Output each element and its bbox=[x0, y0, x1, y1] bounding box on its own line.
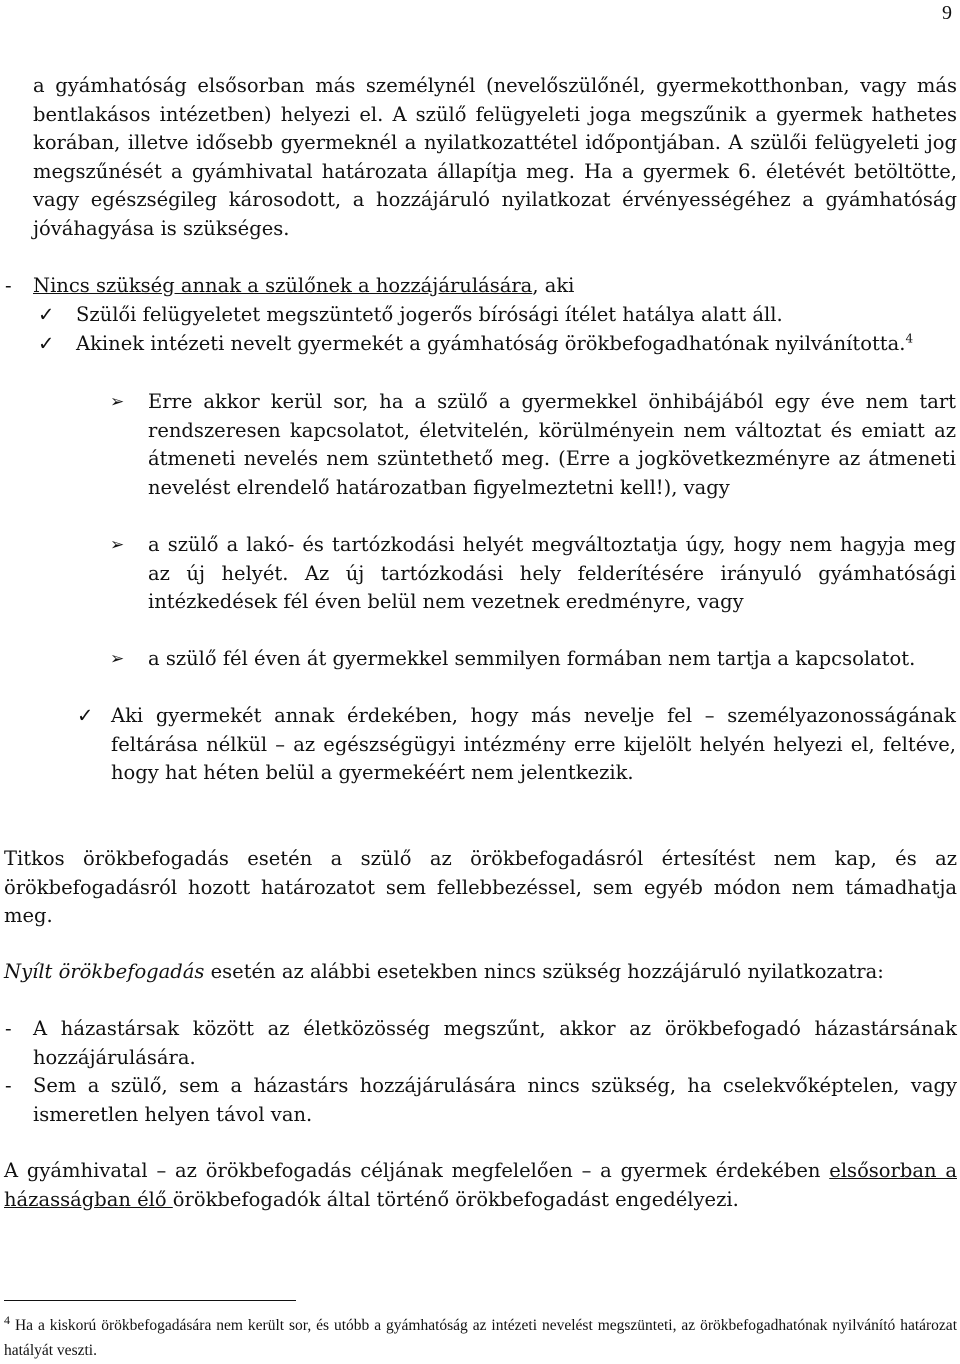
italic-term: Nyílt örökbefogadás bbox=[4, 960, 205, 983]
footnote bbox=[4, 1314, 957, 1363]
dash-item-rest: , aki bbox=[532, 274, 575, 297]
check-item bbox=[38, 330, 956, 359]
arrow-bullet-icon: ➢ bbox=[110, 535, 125, 555]
footnote-number: 4 bbox=[4, 1312, 10, 1327]
footnote-separator bbox=[4, 1300, 296, 1301]
nyilt-list-item bbox=[5, 1015, 957, 1072]
check-item-text: Aki gyermekét annak érdekében, hogy más nevelje fel – személyazonosságának feltárása nélkül – az egészségügyi intézmény erre kijelölt helyén helyezi el, feltéve, hogy hat héten belül a gyermekéért nem jelentkezik. bbox=[111, 704, 956, 785]
intro-paragraph: a gyámhatóság elsősorban más személynél (nevelőszülőnél, gyermekotthonban, vagy más bentlakásos intézetben) helyezi el. A szülő felügyeleti joga megszűnik a gyermek hathetes korában, illetve idősebb gyermeknél a nyilatkozattétel időpontjában. A szülői felügyeleti jog megszűnését a gyámhivatal határozata állapítja meg. Ha a gyermek 6. életévét betöltötte, vagy egészségileg károsodott, a hozzájáruló nyilatkozat érvényességéhez a gyámhatóság jóváhagyása is szükséges. bbox=[33, 74, 957, 240]
page-number: 9 bbox=[942, 2, 952, 24]
checkmark-icon: ✓ bbox=[38, 303, 55, 326]
arrow-item bbox=[110, 388, 956, 502]
checkmark-icon: ✓ bbox=[77, 704, 94, 727]
nyilt-item-text: A házastársak között az életközösség megszűnt, akkor az örökbefogadó házastársának hozzájárulására. bbox=[33, 1017, 957, 1069]
check-item bbox=[38, 301, 956, 330]
arrow-bullet-icon: ➢ bbox=[110, 392, 125, 412]
arrow-bullet-icon: ➢ bbox=[110, 649, 125, 669]
paragraph-nyilt-rest: esetén az alábbi esetekben nincs szükség hozzájáruló nyilatkozatra: bbox=[204, 960, 884, 983]
dash-bullet: - bbox=[5, 1017, 12, 1040]
paragraph-text: A gyámhivatal – az örökbefogadás céljának megfelelően – a gyermek érdekében bbox=[4, 1159, 830, 1182]
nyilt-list-item bbox=[5, 1072, 957, 1129]
nyilt-item-text: Sem a szülő, sem a házastárs hozzájárulására nincs szükség, ha cselekvőképtelen, vagy ismeretlen helyen távol van. bbox=[33, 1074, 957, 1126]
check-item-text: Szülői felügyeletet megszüntető jogerős bírósági ítélet hatálya alatt áll. bbox=[76, 303, 783, 326]
arrow-item bbox=[110, 645, 956, 674]
check-item-last bbox=[77, 702, 956, 788]
paragraph-text: örökbefogadók által történő örökbefogadást engedélyezi. bbox=[172, 1187, 739, 1211]
arrow-item bbox=[110, 531, 956, 617]
paragraph-nyilt bbox=[4, 958, 957, 987]
dash-bullet: - bbox=[5, 1074, 12, 1097]
arrow-item-text: Erre akkor kerül sor, ha a szülő a gyermekkel önhibájából egy éve nem tart rendszeresen kapcsolatot, életvitelén, körülményein nem változtat és emiatt az átmeneti nevelés nem szüntethető meg. (Erre a jogkövetkezményre az átmeneti nevelést elrendelő határozatban figyelmeztetni kell!), vagy bbox=[148, 390, 956, 499]
arrow-item-text: a szülő fél éven át gyermekkel semmilyen formában nem tartja a kapcsolatot. bbox=[148, 647, 916, 670]
dash-item-nincs-szukseg bbox=[5, 272, 957, 301]
footnote-ref: 4 bbox=[905, 331, 914, 346]
underlined-phrase: elsősorban a házasságban élő bbox=[4, 1159, 957, 1211]
paragraph-titkos: Titkos örökbefogadás esetén a szülő az örökbefogadásról értesítést nem kap, és az örökbefogadásról hozott határozatot sem fellebbezéssel, sem egyéb módon nem támadhatja meg. bbox=[4, 847, 957, 928]
arrow-item-text: a szülő a lakó- és tartózkodási helyét megváltoztatja úgy, hogy nem hagyja meg az új helyét. Az új tartózkodási hely felderítésére irányuló gyámhatósági intézkedések fél éven belül nem vezetnek eredményre, vagy bbox=[148, 533, 956, 614]
dash-bullet: - bbox=[5, 274, 12, 297]
paragraph-gyamhivatal bbox=[4, 1157, 957, 1214]
check-item-text: Akinek intézeti nevelt gyermekét a gyámhatóság örökbefogadhatónak nyilvánította. bbox=[76, 332, 906, 355]
checkmark-icon: ✓ bbox=[38, 332, 55, 355]
underlined-phrase: Nincs szükség annak a szülőnek a hozzájárulására bbox=[33, 274, 533, 297]
footnote-text: Ha a kiskorú örökbefogadására nem került sor, és utóbb a gyámhatóság az intézeti nevelést megszünteti, az örökbefogadhatónak nyilvánító határozat hatályát veszti. bbox=[4, 1317, 957, 1359]
